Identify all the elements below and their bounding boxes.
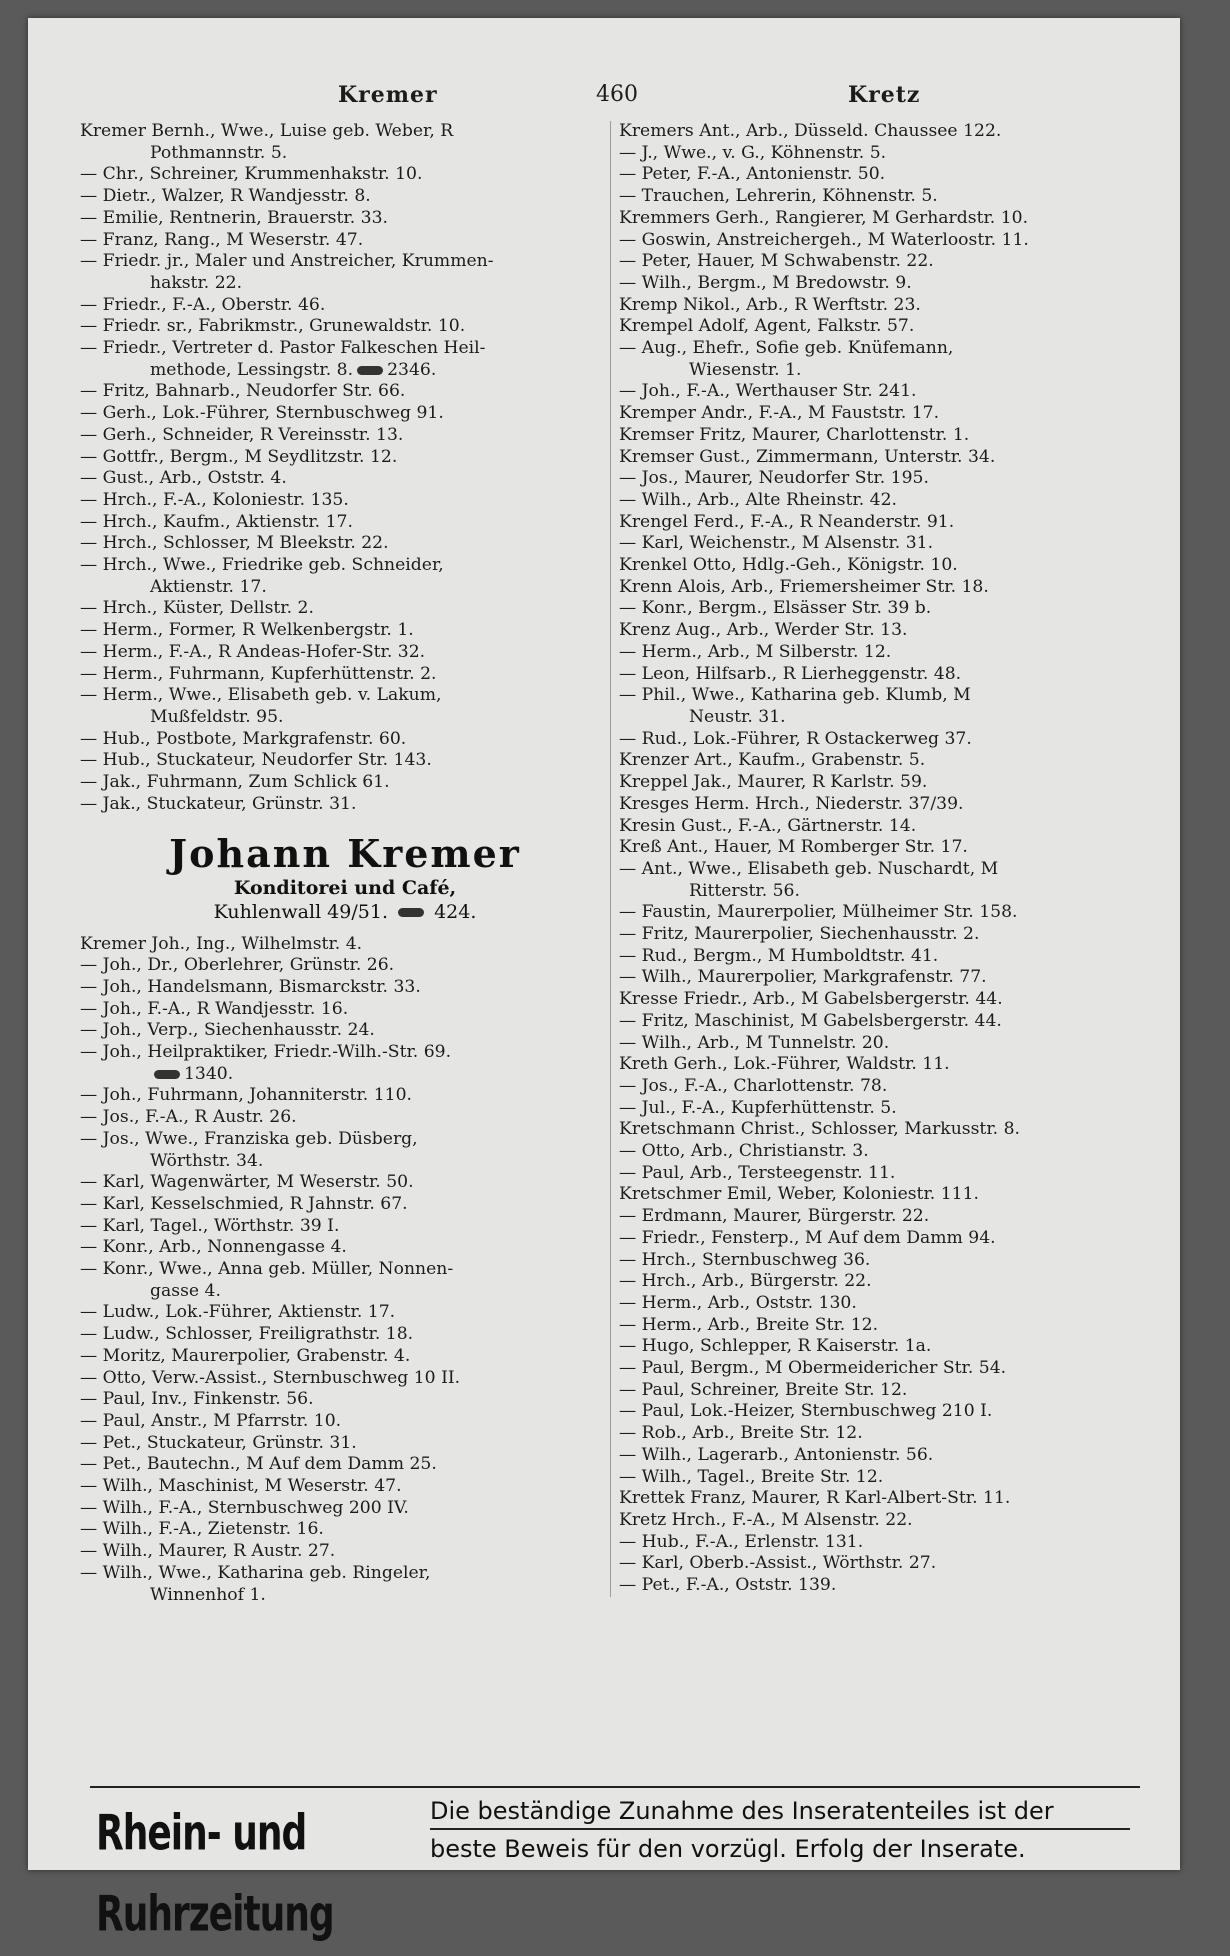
entry-text: Krettek Franz, Maurer, R Karl-Albert-Str. 11.	[619, 1488, 1011, 1509]
entry-text: — Erdmann, Maurer, Bürgerstr. 22.	[619, 1206, 930, 1227]
directory-entry	[619, 967, 1171, 989]
directory-entry	[80, 1519, 610, 1541]
directory-entry	[80, 425, 610, 447]
entry-text: — Rud., Lok.-Führer, R Ostackerweg 37.	[619, 728, 972, 749]
directory-entry	[619, 1228, 1171, 1250]
directory-entry	[80, 338, 610, 381]
directory-entry	[80, 1433, 610, 1455]
entry-phone: 2346.	[387, 359, 437, 380]
directory-entry	[80, 750, 610, 772]
entry-text: — Herm., Arb., Oststr. 130.	[619, 1292, 857, 1313]
directory-entry	[80, 230, 610, 252]
newspaper-brand: Rhein- und Ruhrzeitung	[96, 1806, 334, 1943]
entry-text: Kremer Joh., Ing., Wilhelmstr. 4.	[80, 933, 363, 954]
entry-phone-line	[80, 1064, 610, 1086]
entry-text: — Peter, F.-A., Antonienstr. 50.	[619, 164, 886, 185]
entry-text: Krenzer Art., Kaufm., Grabenstr. 5.	[619, 750, 926, 771]
entry-text: — Herm., Wwe., Elisabeth geb. v. Lakum,	[80, 685, 442, 706]
directory-entry	[80, 1107, 610, 1129]
entry-text: — Hrch., Wwe., Friedrike geb. Schneider,	[80, 555, 444, 576]
ad-subtitle: Konditorei und Café,	[233, 876, 457, 899]
directory-entry	[80, 794, 610, 816]
directory-entry	[80, 447, 610, 469]
entry-text: — Otto, Verw.-Assist., Sternbuschweg 10 II.	[80, 1367, 461, 1388]
entry-text: — Trauchen, Lehrerin, Köhnenstr. 5.	[619, 186, 938, 207]
directory-entry	[80, 1302, 610, 1324]
entry-text: Krempel Adolf, Agent, Falkstr. 57.	[619, 316, 915, 337]
entry-text: — Rud., Bergm., M Humboldtstr. 41.	[619, 945, 939, 966]
directory-entry	[80, 642, 610, 664]
left-entries-1	[80, 121, 610, 816]
entry-text: — Friedr. jr., Maler und Anstreicher, Krummen-	[80, 251, 494, 272]
directory-entry	[619, 1011, 1171, 1033]
directory-entry	[619, 1250, 1171, 1272]
entry-text: — Herm., Fuhrmann, Kupferhüttenstr. 2.	[80, 663, 437, 684]
entry-continuation-text: Ritterstr. 56.	[689, 880, 800, 901]
left-column	[80, 121, 610, 1606]
directory-entry	[619, 468, 1171, 490]
entry-text: — Paul, Arb., Tersteegenstr. 11.	[619, 1162, 896, 1183]
entry-continuation-text: Wörthstr. 34.	[150, 1150, 264, 1171]
entry-text: — Hrch., Schlosser, M Bleekstr. 22.	[80, 533, 389, 554]
entry-text: — Karl, Wagenwärter, M Weserstr. 50.	[80, 1172, 414, 1193]
directory-entry	[80, 121, 610, 164]
directory-entry	[80, 1389, 610, 1411]
entry-text: — Joh., Fuhrmann, Johanniterstr. 110.	[80, 1085, 412, 1106]
entry-text: — Friedr., F.-A., Oberstr. 46.	[80, 294, 326, 315]
directory-entry	[80, 1085, 610, 1107]
entry-text: — Jos., Wwe., Franziska geb. Düsberg,	[80, 1128, 418, 1149]
entry-continuation	[80, 360, 610, 382]
directory-entry	[619, 186, 1171, 208]
directory-entry	[619, 1141, 1171, 1163]
directory-entry	[619, 273, 1171, 295]
footer-advertisement	[90, 1786, 1140, 1943]
entry-continuation	[619, 707, 1171, 729]
ad-address: Kuhlenwall 49/51.	[213, 900, 388, 923]
entry-text: — Fritz, Maurerpolier, Siechenhausstr. 2.	[619, 924, 980, 945]
directory-entry	[80, 1346, 610, 1368]
directory-entry	[80, 1042, 610, 1085]
directory-entry	[80, 164, 610, 186]
entry-text: — Wilh., Wwe., Katharina geb. Ringeler,	[80, 1562, 431, 1583]
entry-text: — Joh., F.-A., Werthauser Str. 241.	[619, 381, 917, 402]
slogan-line-2: beste Beweis für den vorzügl. Erfolg der Inserate.	[430, 1828, 1130, 1866]
entry-text: — Jul., F.-A., Kupferhüttenstr. 5.	[619, 1097, 897, 1118]
directory-entry	[80, 490, 610, 512]
directory-entry	[619, 729, 1171, 751]
directory-entry	[619, 664, 1171, 686]
directory-entry	[619, 1510, 1171, 1532]
directory-entry	[80, 295, 610, 317]
telephone-icon	[154, 1070, 180, 1079]
entry-text: Kremser Gust., Zimmermann, Unterstr. 34.	[619, 446, 996, 467]
directory-page	[28, 18, 1180, 1943]
entry-text: — Friedr., Fensterp., M Auf dem Damm 94.	[619, 1227, 996, 1248]
entry-text: Kremers Ant., Arb., Düsseld. Chaussee 122.	[619, 121, 1002, 141]
directory-entry	[619, 1423, 1171, 1445]
directory-entry	[80, 1194, 610, 1216]
directory-entry	[619, 859, 1171, 902]
directory-entry	[80, 316, 610, 338]
directory-entry	[619, 1184, 1171, 1206]
directory-entry	[619, 577, 1171, 599]
entry-text: — Jos., F.-A., R Austr. 26.	[80, 1107, 297, 1128]
directory-entry	[80, 598, 610, 620]
entry-continuation	[80, 1151, 610, 1173]
entry-text: Krengel Ferd., F.-A., R Neanderstr. 91.	[619, 511, 955, 532]
entry-continuation-text: Winnenhof 1.	[150, 1584, 266, 1605]
directory-entry	[80, 1563, 610, 1606]
directory-entry	[619, 946, 1171, 968]
directory-entry	[80, 685, 610, 728]
ad-address-line	[80, 900, 610, 924]
directory-entry	[80, 403, 610, 425]
directory-entry	[619, 1532, 1171, 1554]
directory-entry	[619, 685, 1171, 728]
entry-text: Kreppel Jak., Maurer, R Karlstr. 59.	[619, 772, 928, 793]
entry-text: — Wilh., F.-A., Sternbuschweg 200 IV.	[80, 1497, 409, 1518]
entry-text: — Karl, Tagel., Wörthstr. 39 I.	[80, 1215, 340, 1236]
entry-text: — Konr., Bergm., Elsässer Str. 39 b.	[619, 598, 932, 619]
entry-text: — Joh., Heilpraktiker, Friedr.-Wilh.-Str. 69.	[80, 1042, 452, 1063]
entry-continuation	[80, 273, 610, 295]
entry-text: — Dietr., Walzer, R Wandjesstr. 8.	[80, 186, 371, 207]
directory-entry	[80, 772, 610, 794]
directory-entry	[619, 837, 1171, 859]
entry-continuation	[619, 360, 1171, 382]
directory-entry	[619, 1119, 1171, 1141]
directory-entry	[619, 989, 1171, 1011]
directory-entry	[619, 1553, 1171, 1575]
directory-entry	[619, 1054, 1171, 1076]
entry-text: Kretschmann Christ., Schlosser, Markusstr. 8.	[619, 1119, 1020, 1140]
entry-text: — Rob., Arb., Breite Str. 12.	[619, 1423, 863, 1444]
directory-entry	[619, 251, 1171, 273]
directory-entry	[619, 1488, 1171, 1510]
entry-text: — Herm., Arb., M Silberstr. 12.	[619, 641, 892, 662]
entry-text: Kretz Hrch., F.-A., M Alsenstr. 22.	[619, 1510, 913, 1530]
entry-text: Kremser Fritz, Maurer, Charlottenstr. 1.	[619, 424, 970, 445]
directory-entry	[619, 1033, 1171, 1055]
entry-text: — Otto, Arb., Christianstr. 3.	[619, 1141, 869, 1162]
entry-text: — Herm., F.-A., R Andeas-Hofer-Str. 32.	[80, 641, 426, 662]
directory-entry	[80, 1129, 610, 1172]
entry-text: — Franz, Rang., M Weserstr. 47.	[80, 229, 364, 250]
directory-entry	[80, 620, 610, 642]
entry-text: Kretschmer Emil, Weber, Koloniestr. 111.	[619, 1184, 979, 1205]
directory-entry	[619, 1315, 1171, 1337]
ad-phone: 424.	[434, 900, 477, 923]
entry-text: — Paul, Anstr., M Pfarrstr. 10.	[80, 1410, 342, 1431]
directory-entry	[619, 1293, 1171, 1315]
entry-text: — Jos., F.-A., Charlottenstr. 78.	[619, 1075, 888, 1096]
directory-entry	[619, 816, 1171, 838]
entry-text: — Konr., Wwe., Anna geb. Müller, Nonnen-	[80, 1259, 454, 1280]
entry-text: — Jak., Fuhrmann, Zum Schlick 61.	[80, 772, 390, 793]
directory-entry	[80, 468, 610, 490]
directory-entry	[619, 143, 1171, 165]
directory-entry	[619, 1163, 1171, 1185]
directory-entry	[619, 902, 1171, 924]
entry-text: — Hrch., Sternbuschweg 36.	[619, 1249, 871, 1270]
entry-text: — Emilie, Rentnerin, Brauerstr. 33.	[80, 207, 388, 228]
entry-continuation-text: hakstr. 22.	[150, 272, 243, 293]
header-right-name: Kretz	[848, 82, 921, 108]
entry-text: — Leon, Hilfsarb., R Lierheggenstr. 48.	[619, 663, 962, 684]
entry-text: — Ludw., Schlosser, Freiligrathstr. 18.	[80, 1324, 414, 1345]
entry-text: — Karl, Weichenstr., M Alsenstr. 31.	[619, 533, 934, 554]
page-number: 460	[596, 82, 638, 107]
entry-text: Kresges Herm. Hrch., Niederstr. 37/39.	[619, 793, 964, 814]
directory-entry	[80, 186, 610, 208]
entry-continuation	[619, 881, 1171, 903]
entry-continuation	[80, 143, 610, 165]
directory-entry	[619, 1575, 1171, 1597]
entry-text: — Paul, Schreiner, Breite Str. 12.	[619, 1379, 908, 1400]
entry-continuation	[80, 577, 610, 599]
entry-text: — Hrch., F.-A., Koloniestr. 135.	[80, 489, 349, 510]
entry-continuation-text: gasse 4.	[150, 1280, 221, 1301]
telephone-icon	[398, 908, 424, 917]
directory-entry	[80, 251, 610, 294]
entry-text: — Hub., Stuckateur, Neudorfer Str. 143.	[80, 750, 432, 771]
directory-entry	[619, 512, 1171, 534]
entry-text: — Hub., Postbote, Markgrafenstr. 60.	[80, 728, 407, 749]
entry-text: Kremper Andr., F.-A., M Fauststr. 17.	[619, 403, 940, 424]
directory-entry	[619, 555, 1171, 577]
entry-text: — Chr., Schreiner, Krummenhakstr. 10.	[80, 164, 423, 185]
directory-entry	[619, 1445, 1171, 1467]
entry-text: Kresse Friedr., Arb., M Gabelsbergerstr. 44.	[619, 989, 1003, 1010]
directory-entry	[619, 1098, 1171, 1120]
directory-entry	[80, 934, 610, 956]
directory-entry	[619, 338, 1171, 381]
entry-text: — Hrch., Küster, Dellstr. 2.	[80, 598, 314, 619]
entry-text: — Joh., Handelsmann, Bismarckstr. 33.	[80, 976, 421, 997]
entry-text: Kreß Ant., Hauer, M Romberger Str. 17.	[619, 837, 968, 858]
entry-text: — Konr., Arb., Nonnengasse 4.	[80, 1237, 347, 1258]
directory-entry	[619, 924, 1171, 946]
entry-continuation-text: Aktienstr. 17.	[150, 576, 267, 597]
directory-entry	[80, 955, 610, 977]
directory-entry	[80, 1454, 610, 1476]
entry-text: — Fritz, Bahnarb., Neudorfer Str. 66.	[80, 381, 406, 402]
directory-entry	[619, 1467, 1171, 1489]
entry-text: — Gust., Arb., Oststr. 4.	[80, 468, 287, 489]
directory-entry	[619, 1206, 1171, 1228]
directory-entry	[619, 620, 1171, 642]
entry-text: — Jos., Maurer, Neudorfer Str. 195.	[619, 468, 929, 489]
directory-entry	[80, 1237, 610, 1259]
entry-text: — Wilh., F.-A., Zietenstr. 16.	[80, 1519, 324, 1540]
directory-entry	[80, 1020, 610, 1042]
telephone-icon	[357, 366, 383, 375]
directory-entry	[619, 121, 1171, 143]
directory-entry	[619, 1076, 1171, 1098]
directory-entry	[619, 794, 1171, 816]
entry-text: — Moritz, Maurerpolier, Grabenstr. 4.	[80, 1345, 411, 1366]
directory-entry	[619, 295, 1171, 317]
directory-entry	[619, 1336, 1171, 1358]
directory-entry	[80, 1216, 610, 1238]
directory-entry	[80, 1259, 610, 1302]
directory-entry	[619, 642, 1171, 664]
entry-text: — Hrch., Arb., Bürgerstr. 22.	[619, 1271, 872, 1292]
slogan-line-1: Die beständige Zunahme des Inseratenteiles ist der	[430, 1797, 1054, 1825]
directory-entry	[80, 555, 610, 598]
entry-text: — Paul, Bergm., M Obermeidericher Str. 54.	[619, 1358, 1007, 1379]
advertisement	[80, 832, 610, 924]
entry-text: — Friedr., Vertreter d. Pastor Falkeschen Heil-	[80, 338, 486, 359]
directory-entry	[619, 381, 1171, 403]
directory-entry	[619, 772, 1171, 794]
entry-text: — Joh., Verp., Siechenhausstr. 24.	[80, 1020, 375, 1041]
directory-entry	[80, 1172, 610, 1194]
directory-entry	[619, 598, 1171, 620]
entry-continuation-text: Pothmannstr. 5.	[150, 142, 288, 163]
entry-text: — Pet., Stuckateur, Grünstr. 31.	[80, 1432, 357, 1453]
entry-text: Kresin Gust., F.-A., Gärtnerstr. 14.	[619, 815, 917, 836]
entry-continuation-text: Wiesenstr. 1.	[689, 359, 802, 380]
footer-slogan	[430, 1794, 1130, 1866]
entry-text: — Faustin, Maurerpolier, Mülheimer Str. 158.	[619, 902, 1018, 923]
directory-entry	[80, 977, 610, 999]
directory-entry	[80, 1324, 610, 1346]
entry-text: Kremp Nikol., Arb., R Werftstr. 23.	[619, 294, 921, 315]
entry-text: — Gottfr., Bergm., M Seydlitzstr. 12.	[80, 446, 398, 467]
entry-text: — J., Wwe., v. G., Köhnenstr. 5.	[619, 142, 887, 163]
entry-text: — Gerh., Lok.-Führer, Sternbuschweg 91.	[80, 403, 444, 424]
entry-phone: 1340.	[184, 1063, 234, 1084]
directory-entry	[80, 1476, 610, 1498]
ad-name: Johann Kremer	[169, 830, 521, 876]
entry-text: Kreth Gerh., Lok.-Führer, Waldstr. 11.	[619, 1054, 950, 1075]
directory-entry	[80, 1541, 610, 1563]
entry-continuation	[80, 1281, 610, 1303]
directory-entry	[80, 512, 610, 534]
directory-entry	[80, 1498, 610, 1520]
right-column	[610, 121, 1171, 1597]
entry-text: — Herm., Arb., Breite Str. 12.	[619, 1314, 879, 1335]
entry-text: — Karl, Oberb.-Assist., Wörthstr. 27.	[619, 1553, 937, 1574]
entry-text: Krenkel Otto, Hdlg.-Geh., Königstr. 10.	[619, 555, 958, 576]
entry-text: — Ludw., Lok.-Führer, Aktienstr. 17.	[80, 1302, 396, 1323]
directory-entry	[80, 533, 610, 555]
entry-text: Krenn Alois, Arb., Friemersheimer Str. 18.	[619, 576, 989, 597]
directory-entry	[619, 533, 1171, 555]
directory-entry	[619, 750, 1171, 772]
entry-text: — Ant., Wwe., Elisabeth geb. Nuschardt, M	[619, 858, 999, 879]
directory-entry	[619, 1380, 1171, 1402]
entry-continuation-text: methode, Lessingstr. 8.	[150, 359, 354, 380]
entry-text: — Pet., Bautechn., M Auf dem Damm 25.	[80, 1454, 437, 1475]
entry-text: — Wilh., Arb., M Tunnelstr. 20.	[619, 1032, 890, 1053]
directory-entry	[619, 1401, 1171, 1423]
directory-entry	[619, 208, 1171, 230]
entry-text: Kremer Bernh., Wwe., Luise geb. Weber, R	[80, 121, 454, 141]
directory-entry	[80, 1411, 610, 1433]
entry-text: — Hub., F.-A., Erlenstr. 131.	[619, 1531, 864, 1552]
left-entries-2	[80, 934, 610, 1607]
entry-text: — Fritz, Maschinist, M Gabelsbergerstr. 44.	[619, 1010, 1002, 1031]
entry-text: — Peter, Hauer, M Schwabenstr. 22.	[619, 251, 934, 272]
entry-text: — Wilh., Lagerarb., Antonienstr. 56.	[619, 1444, 934, 1465]
directory-entry	[619, 447, 1171, 469]
entry-text: — Gerh., Schneider, R Vereinsstr. 13.	[80, 424, 404, 445]
entry-text: — Wilh., Bergm., M Bredowstr. 9.	[619, 272, 912, 293]
directory-entry	[80, 208, 610, 230]
directory-entry	[80, 999, 610, 1021]
entry-continuation-text: Mußfeldstr. 95.	[150, 706, 284, 727]
entry-text: — Karl, Kesselschmied, R Jahnstr. 67.	[80, 1193, 408, 1214]
entry-text: — Paul, Lok.-Heizer, Sternbuschweg 210 I.	[619, 1401, 993, 1422]
entry-text: — Joh., Dr., Oberlehrer, Grünstr. 26.	[80, 955, 395, 976]
directory-entry	[619, 1358, 1171, 1380]
entry-continuation	[80, 1585, 610, 1607]
entry-text: — Wilh., Maurer, R Austr. 27.	[80, 1541, 336, 1562]
right-entries	[619, 121, 1171, 1597]
entry-text: — Hugo, Schlepper, R Kaiserstr. 1a.	[619, 1336, 932, 1357]
entry-text: — Wilh., Maurerpolier, Markgrafenstr. 77.	[619, 967, 987, 988]
directory-entry	[619, 316, 1171, 338]
entry-text: Kremmers Gerh., Rangierer, M Gerhardstr. 10.	[619, 207, 1029, 228]
entry-text: — Goswin, Anstreichergeh., M Waterloostr. 11.	[619, 229, 1029, 250]
directory-entry	[80, 664, 610, 686]
directory-entry	[619, 230, 1171, 252]
directory-entry	[619, 1271, 1171, 1293]
directory-entry	[619, 490, 1171, 512]
entry-text: — Aug., Ehefr., Sofie geb. Knüfemann,	[619, 338, 954, 359]
entry-text: — Hrch., Kaufm., Aktienstr. 17.	[80, 511, 353, 532]
directory-entry	[80, 1368, 610, 1390]
directory-entry	[80, 729, 610, 751]
entry-text: — Joh., F.-A., R Wandjesstr. 16.	[80, 998, 349, 1019]
entry-text: — Herm., Former, R Welkenbergstr. 1.	[80, 620, 414, 641]
entry-text: — Paul, Inv., Finkenstr. 56.	[80, 1389, 314, 1410]
entry-text: — Wilh., Tagel., Breite Str. 12.	[619, 1466, 884, 1487]
directory-entry	[619, 425, 1171, 447]
directory-entry	[80, 381, 610, 403]
directory-entry	[619, 403, 1171, 425]
page-header	[88, 74, 1140, 114]
entry-text: — Friedr. sr., Fabrikmstr., Grunewaldstr. 10.	[80, 316, 466, 337]
entry-text: — Wilh., Arb., Alte Rheinstr. 42.	[619, 489, 898, 510]
directory-entry	[619, 164, 1171, 186]
entry-text: Krenz Aug., Arb., Werder Str. 13.	[619, 620, 908, 641]
entry-text: — Phil., Wwe., Katharina geb. Klumb, M	[619, 685, 971, 706]
entry-text: — Pet., F.-A., Oststr. 139.	[619, 1575, 837, 1596]
entry-text: — Wilh., Maschinist, M Weserstr. 47.	[80, 1476, 402, 1497]
header-left-name: Kremer	[338, 82, 438, 108]
entry-text: — Jak., Stuckateur, Grünstr. 31.	[80, 793, 357, 814]
entry-continuation-text: Neustr. 31.	[689, 706, 786, 727]
entry-continuation	[80, 707, 610, 729]
